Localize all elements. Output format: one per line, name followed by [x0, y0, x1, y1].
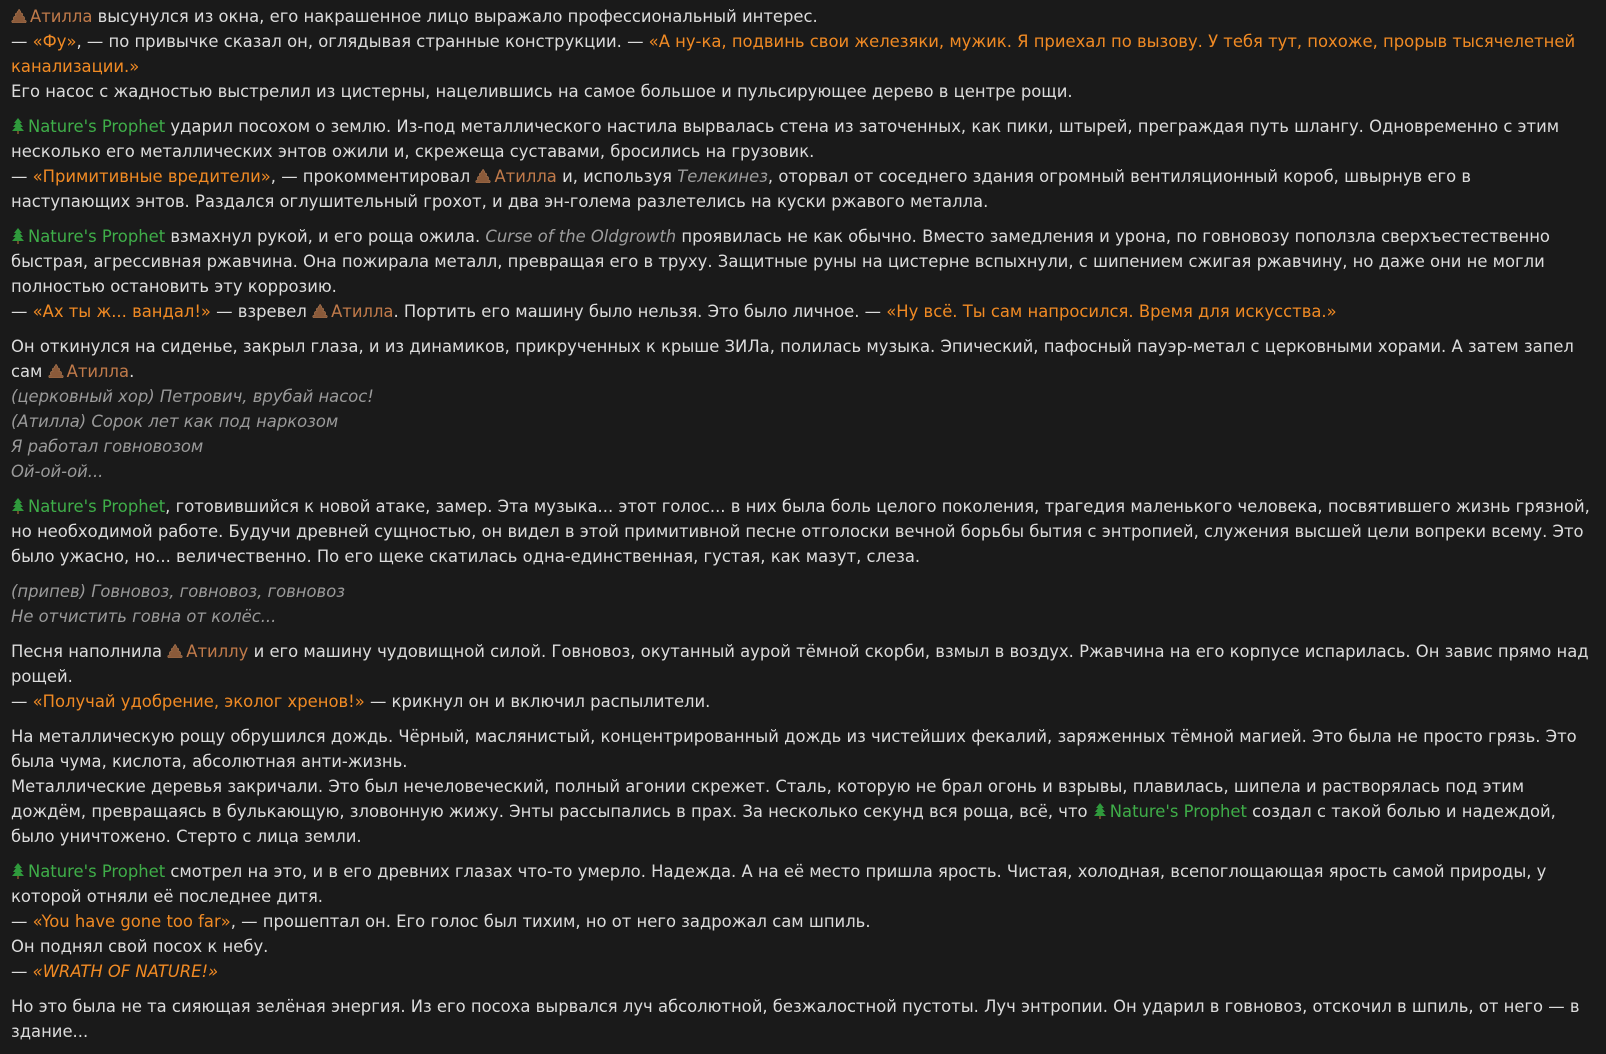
story-paragraph — [11, 639, 1595, 714]
dialogue-quote: «Фу» — [32, 32, 77, 51]
story-line — [11, 79, 1595, 104]
story-paragraph — [11, 994, 1595, 1044]
story-line — [11, 859, 1595, 909]
story-line — [11, 224, 1595, 299]
poop-icon — [11, 5, 27, 19]
narration-text: , оторвал от соседнего здания огромный вентиляционный короб, швырнув его в наступающих энтов. Раздался оглушительный грохот, и два эн-голема разлетелись на куски ржавого металла. — [11, 167, 1471, 211]
tree-icon — [11, 496, 25, 512]
tree-icon — [11, 861, 25, 877]
poop-icon — [167, 640, 183, 654]
song-lyric: (церковный хор) Петрович, врубай насос! — [11, 387, 374, 406]
story-line — [11, 639, 1595, 689]
narration-text: — взревел — [210, 302, 313, 321]
story-line — [11, 409, 1595, 434]
character-name-prophet: Nature's Prophet — [1109, 802, 1247, 821]
narration-text: — — [11, 962, 33, 981]
story-line — [11, 604, 1595, 629]
dialogue-quote: «You have gone too far» — [32, 912, 231, 931]
narration-text: — — [11, 912, 33, 931]
narration-text: — — [11, 302, 33, 321]
narration-text: На металлическую рощу обрушился дождь. Чёрный, маслянистый, концентрированный дождь из чистейших фекалий, заряженных тёмной магией. Это была не просто грязь. Это была чума, кислота, абсолютная анти-жизнь. — [11, 727, 1577, 771]
narration-text: создал с такой болью и надеждой, было уничтожено. Стерто с лица земли. — [11, 802, 1556, 846]
character-name-atilla: Атилла — [66, 362, 130, 381]
story-line — [11, 164, 1595, 214]
character-name-atilla: Атилла — [30, 7, 93, 26]
song-lyric: (Атилла) Сорок лет как под наркозом — [11, 412, 339, 431]
narration-text: Металлические деревья закричали. Это был нечеловеческий, полный агонии скрежет. Сталь, которую не брал огонь и взрывы, плавилась, шипела и растворялась под этим дождём, превращаясь в булькающую, зловонную жижу. Энты рассыпались в прах. За несколько секунд вся роща, всё, что — [11, 777, 1525, 821]
story-text — [11, 4, 1595, 1054]
story-line — [11, 909, 1595, 934]
tree-icon — [11, 116, 25, 132]
narration-text: ударил посохом о землю. Из-под металлического настила вырвалась стена из заточенных, как пики, штырей, преграждая путь шлангу. Одновременно с этим несколько его металлических энтов ожили и, скрежеща суставами, бросились на грузовик. — [11, 117, 1560, 161]
character-name-atilla: Атилла — [331, 302, 394, 321]
story-paragraph — [11, 334, 1595, 484]
narration-text: Его насос с жадностью выстрелил из цистерны, нацелившись на самое большое и пульсирующее дерево в центре рощи. — [11, 82, 1073, 101]
narration-text: Он откинулся на сиденье, закрыл глаза, и из динамиков, прикрученных к крыше ЗИЛа, полилась музыка. Эпический, пафосный пауэр-метал с церковными хорами. А затем запел сам — [11, 337, 1574, 381]
song-lyric: Ой-ой-ой... — [11, 462, 104, 481]
character-name-prophet: Nature's Prophet — [28, 227, 166, 246]
story-line — [11, 689, 1595, 714]
narration-text: и его машину чудовищной силой. Говновоз, окутанный аурой тёмной скорби, взмыл в воздух. Ржавчина на его корпусе испарилась. Он завис прямо над рощей. — [11, 642, 1589, 686]
poop-icon — [312, 300, 328, 314]
tree-icon — [1093, 801, 1107, 817]
narration-text: — — [11, 32, 33, 51]
story-paragraph — [11, 114, 1595, 214]
narration-text: , готовившийся к новой атаке, замер. Эта музыка... этот голос... в них была боль целого поколения, трагедия маленького человека, посвятившего жизнь грязной, но необходимой работе. Будучи древней сущностью, он видел в этой примитивной песне отголоски вечной борьбы бытия с энтропией, служения высшей цели вопреки всему. Это было ужасно, но... величественно. По его щеке скатилась одна-единственная, густая, как мазут, слеза. — [11, 497, 1590, 566]
song-lyric: Я работал говновозом — [11, 437, 204, 456]
story-line — [11, 774, 1595, 849]
narration-text: . — [129, 362, 135, 381]
narration-text: . Портить его машину было нельзя. Это было личное. — — [393, 302, 887, 321]
story-line — [11, 4, 1595, 29]
song-lyric: Не отчистить говна от колёс... — [11, 607, 277, 626]
story-line — [11, 579, 1595, 604]
story-line — [11, 299, 1595, 324]
story-line — [11, 959, 1595, 984]
tree-icon — [11, 226, 25, 242]
story-line — [11, 494, 1595, 569]
poop-icon — [48, 360, 64, 374]
story-paragraph — [11, 724, 1595, 849]
dialogue-quote: «WRATH OF NATURE!» — [32, 962, 219, 981]
dialogue-quote: «Примитивные вредители» — [32, 167, 271, 186]
story-line — [11, 934, 1595, 959]
narration-text: высунулся из окна, его накрашенное лицо выражало профессиональный интерес. — [92, 7, 818, 26]
narration-text: Но это была не та сияющая зелёная энергия. Из его посоха вырвался луч абсолютной, безжалостной пустоты. Луч энтропии. Он ударил в говновоз, отскочил в шпиль, от него — в здание... — [11, 997, 1580, 1041]
poop-icon — [475, 165, 491, 179]
story-line — [11, 29, 1595, 79]
ability-name: Телекинез — [677, 167, 768, 186]
narration-text: , — прошептал он. Его голос был тихим, но от него задрожал сам шпиль. — [230, 912, 871, 931]
story-line — [11, 384, 1595, 409]
narration-text: , — прокомментировал — [270, 167, 476, 186]
story-line — [11, 334, 1595, 384]
narration-text: Песня наполнила — [11, 642, 168, 661]
story-paragraph — [11, 494, 1595, 569]
ability-name: Curse of the Oldgrowth — [485, 227, 677, 246]
story-paragraph — [11, 224, 1595, 324]
narration-text: Он поднял свой посох к небу. — [11, 937, 269, 956]
story-line — [11, 994, 1595, 1044]
dialogue-quote: «А ну-ка, подвинь свои железяки, мужик. Я приехал по вызову. У тебя тут, похоже, прорыв тысячелетней канализации.» — [11, 32, 1576, 76]
story-line — [11, 724, 1595, 774]
narration-text: проявилась не как обычно. Вместо замедления и урона, по говновозу поползла сверхъестественно быстрая, агрессивная ржавчина. Она пожирала металл, превращая его в труху. Защитные руны на цистерне вспыхнули, с шипением сжигая ржавчину, но даже они не могли полностью остановить эту коррозию. — [11, 227, 1550, 296]
character-name-prophet: Nature's Prophet — [28, 117, 166, 136]
story-line — [11, 114, 1595, 164]
story-line — [11, 434, 1595, 459]
dialogue-quote: «Ну всё. Ты сам напросился. Время для искусства.» — [886, 302, 1337, 321]
dialogue-quote: «Получай удобрение, эколог хренов!» — [32, 692, 365, 711]
character-name-prophet: Nature's Prophet — [28, 862, 166, 881]
character-name-atilla: Атилла — [494, 167, 557, 186]
narration-text: взмахнул рукой, и его роща ожила. — [165, 227, 486, 246]
narration-text: смотрел на это, и в его древних глазах что-то умерло. Надежда. А на её место пришла ярость. Чистая, холодная, всепоглощающая ярость самой природы, у которой отняли её последнее дитя. — [11, 862, 1547, 906]
narration-text: — — [11, 167, 33, 186]
song-lyric: (припев) Говновоз, говновоз, говновоз — [11, 582, 345, 601]
narration-text: — крикнул он и включил распылители. — [364, 692, 711, 711]
character-name-atilla: Атиллу — [186, 642, 249, 661]
dialogue-quote: «Ах ты ж... вандал!» — [32, 302, 211, 321]
story-line — [11, 459, 1595, 484]
narration-text: и, используя — [556, 167, 678, 186]
story-paragraph — [11, 859, 1595, 984]
story-paragraph — [11, 579, 1595, 629]
narration-text: — — [11, 692, 33, 711]
narration-text: , — по привычке сказал он, оглядывая странные конструкции. — — [76, 32, 649, 51]
story-paragraph — [11, 4, 1595, 104]
character-name-prophet: Nature's Prophet — [28, 497, 166, 516]
